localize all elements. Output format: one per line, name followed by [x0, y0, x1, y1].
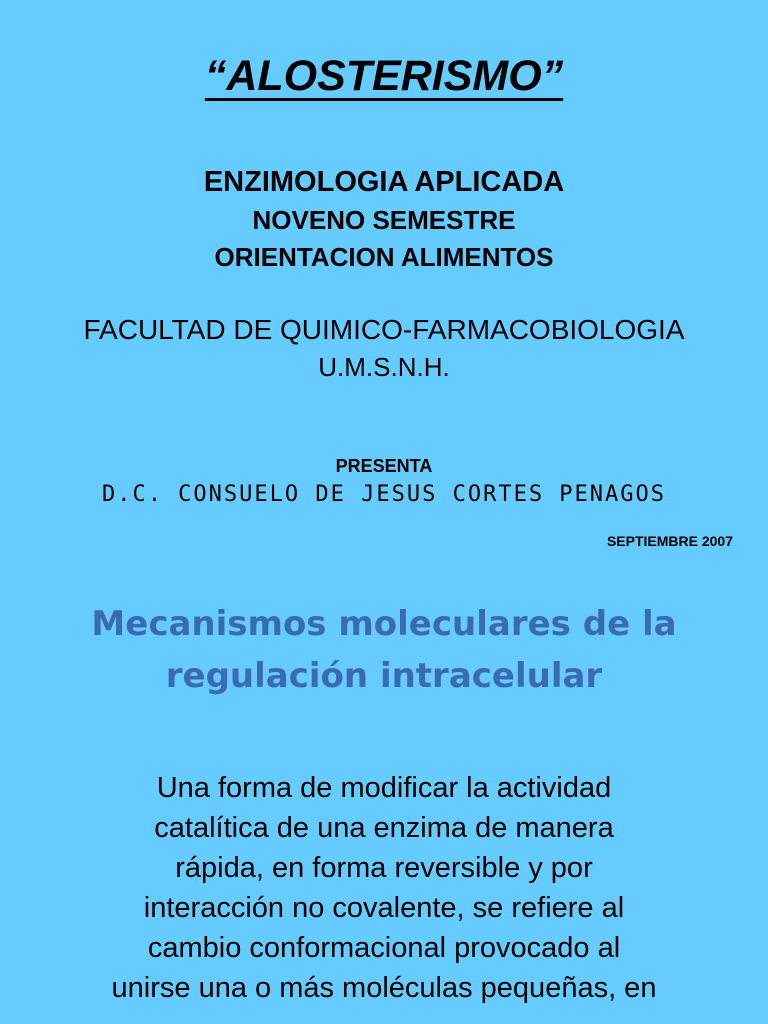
body-line: cambio conformacional provocado al	[147, 932, 621, 964]
body-line: interacción no covalente, se refiere al	[143, 892, 625, 924]
university: U.M.S.N.H.	[318, 352, 450, 382]
page-title: “ALOSTERISMO”	[204, 52, 564, 100]
body-line: Una forma de modificar la actividad	[156, 772, 612, 804]
faculty: FACULTAD DE QUIMICO-FARMACOBIOLOGIA	[83, 314, 685, 345]
date: SEPTIEMBRE 2007	[606, 533, 733, 549]
subtitle-line: regulación intracelular	[165, 656, 603, 696]
body-line: unirse una o más moléculas pequeñas, en	[111, 972, 657, 1004]
body-line: rápida, en forma reversible y por	[175, 852, 593, 884]
author-name: D.C. CONSUELO DE JESUS CORTES PENAGOS	[101, 482, 667, 507]
section-subtitle	[0, 598, 768, 702]
presenta-label: PRESENTA	[335, 456, 433, 476]
semester: NOVENO SEMESTRE	[252, 205, 516, 235]
subtitle-line: Mecanismos moleculares de la	[91, 604, 677, 644]
body-paragraph	[0, 768, 768, 1008]
course-name: ENZIMOLOGIA APLICADA	[203, 166, 565, 198]
orientation: ORIENTACION ALIMENTOS	[214, 242, 554, 272]
body-line: catalítica de una enzima de manera	[154, 812, 614, 844]
